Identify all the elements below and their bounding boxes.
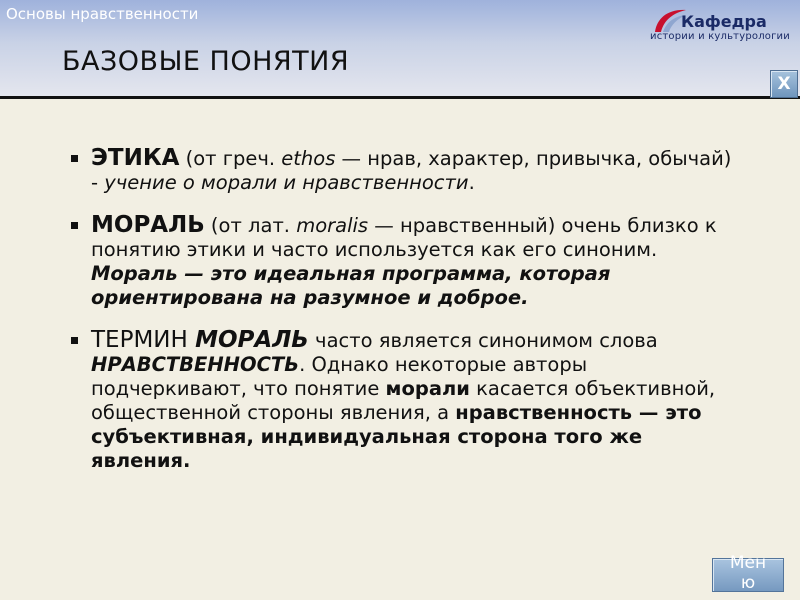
ethics-definition: учение о морали и нравственности — [104, 171, 469, 194]
term-morality-emphasis: МОРАЛЬ — [195, 327, 309, 353]
text-segment: касается объективной, общественной стороны явления, а — [91, 377, 716, 424]
greek-word: ethos — [281, 147, 336, 170]
department-logo — [648, 4, 796, 48]
bullet-square-icon — [71, 155, 78, 162]
bullet-ethics — [68, 146, 736, 195]
latin-word: moralis — [296, 214, 369, 237]
menu-button[interactable] — [712, 553, 784, 593]
slide-content — [68, 146, 736, 491]
bullet-morality — [68, 213, 736, 310]
term-ethics: ЭТИКА — [91, 145, 180, 171]
nravstvennost-definition: нравственность — это субъективная, индивидуальная сторона того же явления. — [91, 401, 702, 472]
course-title: Основы нравственности — [6, 5, 199, 23]
logo-name: Кафедра — [681, 12, 767, 31]
word-morali: морали — [385, 377, 470, 400]
text-segment: (от лат. — [204, 214, 297, 237]
morality-definition: Мораль — это идеальная программа, которая ориентирована на разумное и доброе. — [91, 262, 611, 309]
close-button[interactable] — [770, 70, 798, 98]
text-segment: . — [468, 171, 475, 194]
close-icon: X — [777, 74, 791, 94]
text-segment: — нрав, характер, привычка, обычай) - — [91, 147, 732, 194]
term-nravstvennost: НРАВСТВЕННОСТЬ — [91, 353, 300, 376]
bullet-square-icon — [71, 222, 78, 229]
header-band — [0, 0, 800, 96]
term-morality: МОРАЛЬ — [91, 212, 205, 238]
slide-title: БАЗОВЫЕ ПОНЯТИЯ — [62, 46, 350, 77]
bullet-square-icon — [71, 337, 78, 344]
text-segment: (от греч. — [179, 147, 282, 170]
text-segment: — нравственный) очень близко к понятию этики и часто используется как его синоним. — [91, 214, 717, 261]
text-segment: . Однако некоторые авторы подчеркивают, что понятие — [91, 353, 588, 400]
term-prefix: ТЕРМИН — [91, 327, 196, 353]
text-segment: часто является синонимом слова — [308, 329, 658, 352]
logo-subtitle: истории и культурологии — [650, 31, 790, 42]
bullet-term — [68, 328, 736, 473]
menu-label: Мен ю — [729, 553, 767, 593]
header-divider — [0, 96, 800, 99]
